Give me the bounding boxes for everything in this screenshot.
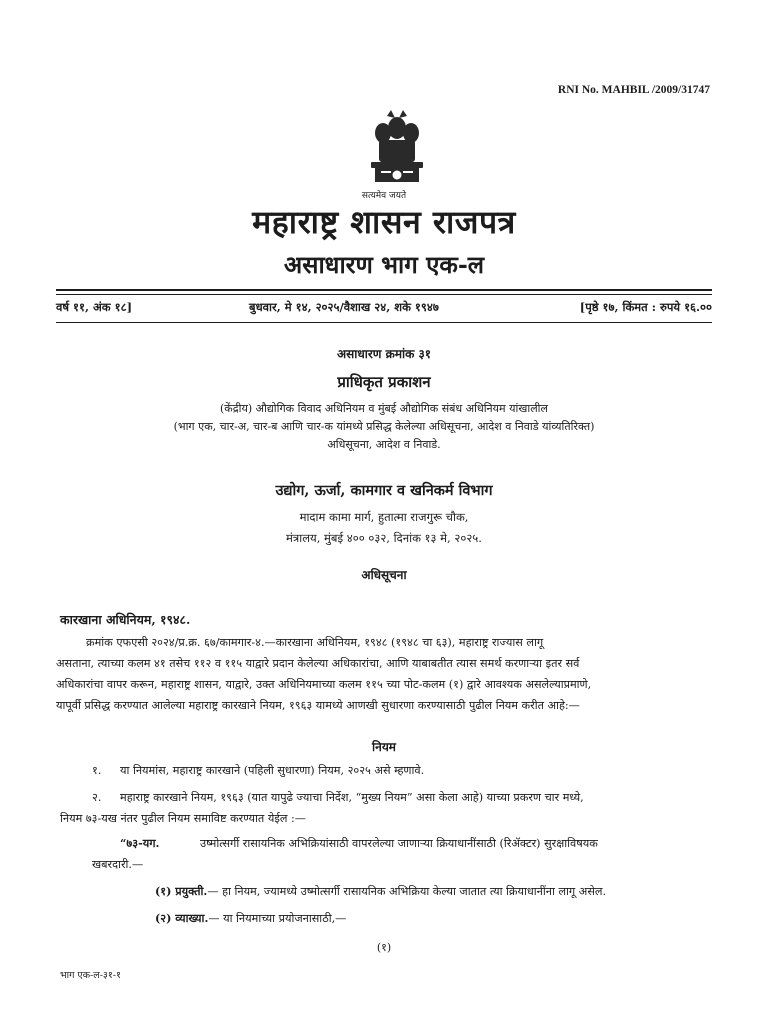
issue-rule	[56, 322, 712, 323]
pages-price: [पृष्ठे १७, किंमत : रुपये १६.००	[579, 300, 712, 314]
emblem-motto: सत्यमेव जयते	[361, 191, 407, 201]
address-line-1: मादाम कामा मार्ग, हुतात्मा राजगुरू चौक,	[299, 510, 469, 524]
gazette-title: महाराष्ट्र शासन राजपत्र	[252, 203, 516, 241]
issue-date: बुधवार, मे १४, २०२५/वैशाख २४, शके १९४७	[249, 300, 439, 314]
sub-rule-2	[155, 911, 346, 926]
department-name: उद्योग, ऊर्जा, कामगार व खनिकर्म विभाग	[275, 482, 493, 499]
address-line-2: मंत्रालय, मुंबई ४०० ०३२, दिनांक १३ मे, २०२५.	[286, 531, 482, 545]
rule-2-number: २.	[92, 791, 102, 804]
rni-number: RNI No. MAHBIL /2009/31747	[557, 84, 710, 96]
preamble-line: क्रमांक एफएसी २०२४/प्र.क्र. ६७/कामगार-४.—कारखाना अधिनियम, १९४८ (१९४८ चा ६३), महाराष्ट्र राज्यास लागू	[86, 636, 544, 649]
sub-rule-1	[155, 884, 606, 899]
notice-desc-line-3: अधिसूचना, आदेश व निवाडे.	[327, 438, 441, 451]
preamble-line: यापूर्वी प्रसिद्ध करण्यात आलेल्या महाराष्ट्र कारखाने नियम, १९६३ यामध्ये आणखी सुधारणा करण्यासाठी पुढील नियम करीत आहे:—	[56, 699, 580, 712]
gazette-subtitle: असाधारण भाग एक-ल	[283, 250, 485, 279]
rule-2-line-2: नियम ७३-यख नंतर पुढील नियम समाविष्ट करण्यात येईल :—	[60, 812, 306, 825]
sub-rule-1-text: — हा नियम, ज्यामध्ये उष्मोत्सर्गी रासायनिक अभिक्रिया केल्या जातात त्या क्रियाधानींना लागू असेल.	[207, 885, 607, 898]
sub-rule-1-label: (१) प्रयुक्ती.	[155, 884, 208, 898]
notice-desc-line-2: (भाग एक, चार-अ, चार-ब आणि चार-क यांमध्ये प्रसिद्ध केलेल्या अधिसूचना, आदेश व निवाडे यांव्यतिरिक्त)	[173, 420, 595, 433]
rule-73-line-1: उष्मोत्सर्गी रासायनिक अभिक्रियांसाठी वापरलेल्या जाणाऱ्या क्रियाधानींसाठी (रिॲक्टर) सुरक्षाविषयक	[200, 837, 598, 850]
preamble-line: अधिकारांचा वापर करून, महाराष्ट्र शासन, याद्वारे, उक्त अधिनियमाच्या कलम ११५ च्या पोट-कलम (१) द्वारे आवश्यक असलेल्याप्रमाणे,	[56, 678, 592, 691]
preamble-paragraph	[56, 632, 712, 716]
sub-rule-2-text: — या नियमाच्या प्रयोजनासाठी,—	[208, 912, 347, 925]
notice-desc-line-1: (केंद्रीय) औद्योगिक विवाद अधिनियम व मुंबई औद्योगिक संबंध अधिनियम यांखालील	[220, 402, 548, 415]
ashoka-emblem-icon	[357, 106, 437, 188]
extraordinary-number: असाधारण क्रमांक ३१	[336, 347, 431, 361]
act-title: कारखाना अधिनियम, १९४८.	[60, 612, 191, 627]
rule-1-number: १.	[92, 764, 102, 777]
rule-2-line-1: महाराष्ट्र कारखाने नियम, १९६३ (यात यापुढे ज्याचा निर्देश, “मुख्य नियम” असा केला आहे) याच्या प्रकरण चार मध्ये,	[120, 791, 584, 804]
footer-code: भाग एक-ल-३१-१	[60, 970, 121, 981]
volume-issue: वर्ष ११, अंक १८]	[56, 300, 133, 314]
notification-label: अधिसूचना	[361, 568, 407, 582]
double-rule-top	[56, 289, 712, 291]
issue-info-bar	[56, 300, 712, 318]
double-rule-bottom	[56, 294, 712, 295]
rule-1-text: या नियमांस, महाराष्ट्र कारखाने (पहिली सुधारणा) नियम, २०२५ असे म्हणावे.	[120, 764, 425, 777]
sub-rule-2-label: (२) व्याख्या.	[155, 911, 209, 925]
page-number: (१)	[376, 941, 392, 954]
rules-heading: नियम	[372, 740, 396, 754]
authority-heading: प्राधिकृत प्रकाशन	[337, 373, 431, 391]
rule-73-label: “७३-यग.	[120, 836, 160, 850]
preamble-line: असताना, त्याच्या कलम ४१ तसेच ११२ व ११५ याद्वारे प्रदान केलेल्या अधिकारांचा, आणि याबाबतीत त्यास समर्थ करणाऱ्या इतर सर्व	[56, 657, 580, 670]
rule-73-line-2: खबरदारी.—	[92, 858, 144, 871]
